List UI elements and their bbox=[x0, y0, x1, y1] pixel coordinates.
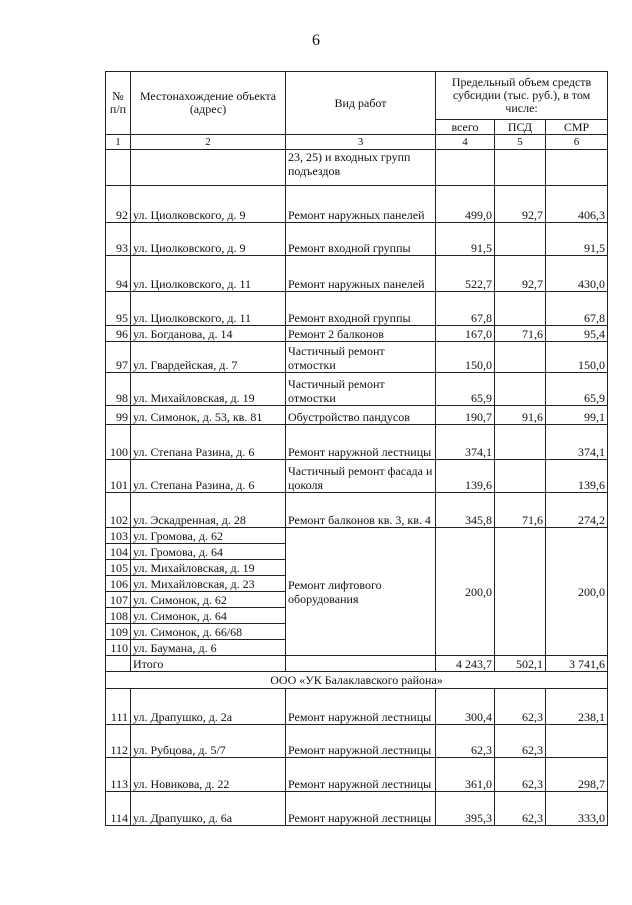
row-psd bbox=[495, 460, 546, 493]
row-address: ул. Степана Разина, д. 6 bbox=[131, 460, 286, 493]
row-address: ул. Симонок, д. 62 bbox=[131, 592, 286, 608]
header-work: Вид работ bbox=[286, 72, 436, 135]
row-psd: 92,7 bbox=[495, 186, 546, 223]
row-psd bbox=[495, 223, 546, 256]
row-work: Ремонт наружных панелей bbox=[286, 186, 436, 223]
row-psd: 71,6 bbox=[495, 326, 546, 342]
table-row bbox=[106, 186, 608, 223]
row-psd: 62,3 bbox=[495, 792, 546, 826]
row-address: ул. Новикова, д. 22 bbox=[131, 758, 286, 792]
subsidy-table bbox=[105, 71, 608, 826]
row-address: ул. Циолковского, д. 9 bbox=[131, 223, 286, 256]
row-no: 93 bbox=[106, 223, 131, 256]
row-total: 91,5 bbox=[436, 223, 495, 256]
row-smr bbox=[546, 725, 608, 758]
section-row bbox=[106, 672, 608, 689]
row-no: 110 bbox=[106, 640, 131, 656]
row-address: ул. Степана Разина, д. 6 bbox=[131, 425, 286, 460]
row-total: 499,0 bbox=[436, 186, 495, 223]
row-address: ул. Симонок, д. 66/68 bbox=[131, 624, 286, 640]
row-total: 395,3 bbox=[436, 792, 495, 826]
totals-label: Итого bbox=[131, 656, 286, 672]
group-smr: 200,0 bbox=[546, 528, 608, 656]
row-total: 167,0 bbox=[436, 326, 495, 342]
row-smr: 67,8 bbox=[546, 292, 608, 326]
row-no: 114 bbox=[106, 792, 131, 826]
row-smr: 91,5 bbox=[546, 223, 608, 256]
index-cell: 3 bbox=[286, 135, 436, 150]
header-no: № п/п bbox=[106, 72, 131, 135]
row-no: 113 bbox=[106, 758, 131, 792]
table-row bbox=[106, 689, 608, 725]
row-no: 104 bbox=[106, 544, 131, 560]
row-address: ул. Симонок, д. 64 bbox=[131, 608, 286, 624]
row-total: 65,9 bbox=[436, 373, 495, 406]
row-psd bbox=[495, 292, 546, 326]
row-smr: 274,2 bbox=[546, 493, 608, 528]
index-cell: 4 bbox=[436, 135, 495, 150]
row-psd bbox=[495, 425, 546, 460]
row-work: Ремонт наружных панелей bbox=[286, 256, 436, 292]
index-cell: 5 bbox=[495, 135, 546, 150]
row-no: 100 bbox=[106, 425, 131, 460]
table-row bbox=[106, 460, 608, 493]
row-address: ул. Циолковского, д. 11 bbox=[131, 292, 286, 326]
row-no: 94 bbox=[106, 256, 131, 292]
row-work: Частичный ремонт фасада и цоколя bbox=[286, 460, 436, 493]
row-no: 96 bbox=[106, 326, 131, 342]
row-psd: 62,3 bbox=[495, 758, 546, 792]
row-no: 98 bbox=[106, 373, 131, 406]
totals-row bbox=[106, 656, 608, 672]
table-row bbox=[106, 326, 608, 342]
row-psd: 62,3 bbox=[495, 725, 546, 758]
row-address: ул. Симонок, д. 53, кв. 81 bbox=[131, 406, 286, 425]
row-address: ул. Циолковского, д. 11 bbox=[131, 256, 286, 292]
row-no: 107 bbox=[106, 592, 131, 608]
row-psd bbox=[495, 373, 546, 406]
table-row bbox=[106, 725, 608, 758]
row-no: 112 bbox=[106, 725, 131, 758]
table-row bbox=[106, 528, 608, 544]
continuation-row bbox=[106, 150, 608, 186]
row-smr: 65,9 bbox=[546, 373, 608, 406]
row-total: 190,7 bbox=[436, 406, 495, 425]
row-smr: 139,6 bbox=[546, 460, 608, 493]
index-cell: 1 bbox=[106, 135, 131, 150]
row-psd: 71,6 bbox=[495, 493, 546, 528]
table-row bbox=[106, 292, 608, 326]
row-work: Ремонт балконов кв. 3, кв. 4 bbox=[286, 493, 436, 528]
row-total: 374,1 bbox=[436, 425, 495, 460]
row-no: 106 bbox=[106, 576, 131, 592]
totals-total: 4 243,7 bbox=[436, 656, 495, 672]
row-no: 111 bbox=[106, 689, 131, 725]
row-no: 109 bbox=[106, 624, 131, 640]
table-row bbox=[106, 406, 608, 425]
row-smr: 406,3 bbox=[546, 186, 608, 223]
row-smr: 238,1 bbox=[546, 689, 608, 725]
header-smr: СМР bbox=[546, 120, 608, 135]
row-work: Ремонт наружной лестницы bbox=[286, 689, 436, 725]
index-cell: 2 bbox=[131, 135, 286, 150]
table-row bbox=[106, 493, 608, 528]
row-address: ул. Михайловская, д. 23 bbox=[131, 576, 286, 592]
table-row bbox=[106, 223, 608, 256]
group-total: 200,0 bbox=[436, 528, 495, 656]
row-smr: 298,7 bbox=[546, 758, 608, 792]
totals-psd: 502,1 bbox=[495, 656, 546, 672]
row-address: ул. Михайловская, д. 19 bbox=[131, 373, 286, 406]
row-address: ул. Баумана, д. 6 bbox=[131, 640, 286, 656]
row-address: ул. Драпушко, д. 6а bbox=[131, 792, 286, 826]
header-row bbox=[106, 72, 608, 120]
row-psd: 92,7 bbox=[495, 256, 546, 292]
row-total: 150,0 bbox=[436, 342, 495, 373]
row-no: 95 bbox=[106, 292, 131, 326]
row-smr: 374,1 bbox=[546, 425, 608, 460]
row-total: 300,4 bbox=[436, 689, 495, 725]
row-work: Ремонт входной группы bbox=[286, 223, 436, 256]
header-total: всего bbox=[436, 120, 495, 135]
group-work: Ремонт лифтового оборудования bbox=[286, 528, 436, 656]
row-total: 139,6 bbox=[436, 460, 495, 493]
row-work: Частичный ремонт отмостки bbox=[286, 342, 436, 373]
row-address: ул. Михайловская, д. 19 bbox=[131, 560, 286, 576]
row-no: 102 bbox=[106, 493, 131, 528]
row-total: 62,3 bbox=[436, 725, 495, 758]
row-no: 97 bbox=[106, 342, 131, 373]
row-smr: 333,0 bbox=[546, 792, 608, 826]
row-no: 108 bbox=[106, 608, 131, 624]
row-work: Обустройство пандусов bbox=[286, 406, 436, 425]
row-no: 103 bbox=[106, 528, 131, 544]
row-address: ул. Драпушко, д. 2а bbox=[131, 689, 286, 725]
row-address: ул. Циолковского, д. 9 bbox=[131, 186, 286, 223]
index-row bbox=[106, 135, 608, 150]
table-row bbox=[106, 758, 608, 792]
row-work: Ремонт наружной лестницы bbox=[286, 425, 436, 460]
table-row bbox=[106, 792, 608, 826]
row-address: ул. Эскадренная, д. 28 bbox=[131, 493, 286, 528]
row-work: Частичный ремонт отмостки bbox=[286, 373, 436, 406]
table-row bbox=[106, 256, 608, 292]
table-row bbox=[106, 425, 608, 460]
row-total: 345,8 bbox=[436, 493, 495, 528]
row-work: Ремонт входной группы bbox=[286, 292, 436, 326]
row-address: ул. Рубцова, д. 5/7 bbox=[131, 725, 286, 758]
page-number: 6 bbox=[312, 32, 320, 49]
table-row bbox=[106, 373, 608, 406]
section-title: ООО «УК Балаклавского района» bbox=[106, 672, 608, 689]
row-total: 67,8 bbox=[436, 292, 495, 326]
row-psd bbox=[495, 342, 546, 373]
group-psd bbox=[495, 528, 546, 656]
row-work: Ремонт наружной лестницы bbox=[286, 725, 436, 758]
row-no: 99 bbox=[106, 406, 131, 425]
row-smr: 430,0 bbox=[546, 256, 608, 292]
row-address: ул. Громова, д. 64 bbox=[131, 544, 286, 560]
index-cell: 6 bbox=[546, 135, 608, 150]
row-smr: 95,4 bbox=[546, 326, 608, 342]
row-psd: 91,6 bbox=[495, 406, 546, 425]
header-limit: Предельный объем средств субсидии (тыс. руб.), в том числе: bbox=[436, 72, 608, 120]
row-no: 92 bbox=[106, 186, 131, 223]
row-no: 101 bbox=[106, 460, 131, 493]
row-smr: 99,1 bbox=[546, 406, 608, 425]
continuation-work: 23, 25) и входных групп подъездов bbox=[286, 150, 436, 186]
totals-smr: 3 741,6 bbox=[546, 656, 608, 672]
row-work: Ремонт 2 балконов bbox=[286, 326, 436, 342]
row-address: ул. Громова, д. 62 bbox=[131, 528, 286, 544]
row-total: 522,7 bbox=[436, 256, 495, 292]
row-psd: 62,3 bbox=[495, 689, 546, 725]
row-work: Ремонт наружной лестницы bbox=[286, 792, 436, 826]
row-no: 105 bbox=[106, 560, 131, 576]
row-smr: 150,0 bbox=[546, 342, 608, 373]
row-total: 361,0 bbox=[436, 758, 495, 792]
header-psd: ПСД bbox=[495, 120, 546, 135]
row-address: ул. Богданова, д. 14 bbox=[131, 326, 286, 342]
row-address: ул. Гвардейская, д. 7 bbox=[131, 342, 286, 373]
header-location: Местонахождение объекта (адрес) bbox=[131, 72, 286, 135]
table-row bbox=[106, 342, 608, 373]
row-work: Ремонт наружной лестницы bbox=[286, 758, 436, 792]
